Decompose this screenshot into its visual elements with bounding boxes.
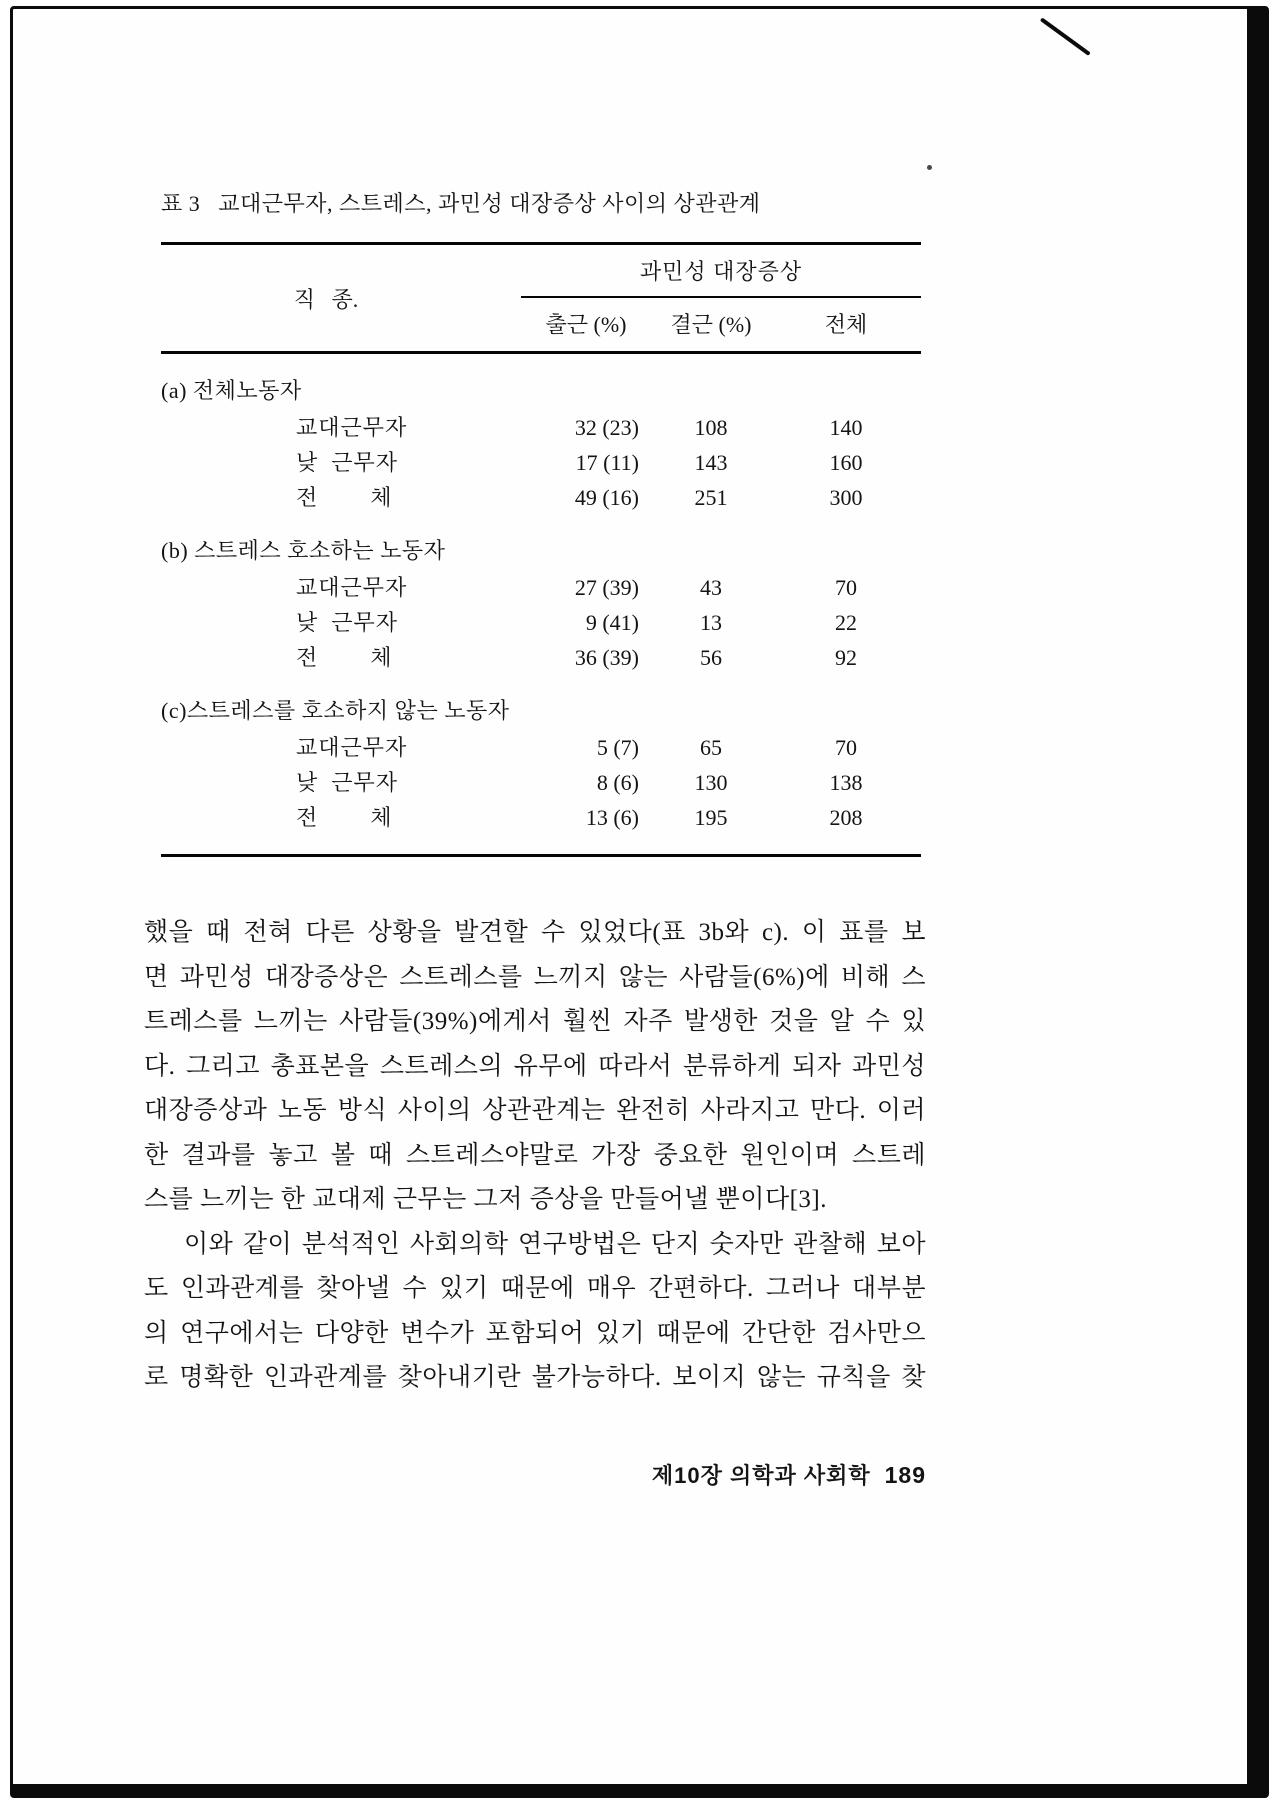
body-line: 면 과민성 대장증상은 스트레스를 느끼지 않는 사람들(6%)에 비해 스 bbox=[144, 963, 926, 991]
cell-total: 22 bbox=[835, 610, 857, 635]
table-row bbox=[161, 485, 921, 510]
row-label: 낮 근무자 bbox=[296, 770, 399, 795]
cell-total: 140 bbox=[829, 415, 863, 440]
section-b bbox=[161, 534, 921, 670]
table-row bbox=[161, 805, 921, 830]
page-content bbox=[144, 9, 926, 1490]
cell-attend: 17 (11) bbox=[575, 450, 639, 475]
table-row bbox=[161, 450, 921, 475]
body-line: 도 인과관계를 찾아낼 수 있기 때문에 매우 간편하다. 그러나 대부분 bbox=[144, 1275, 926, 1302]
body-line: 대장증상과 노동 방식 사이의 상관관계는 완전히 사라지고 만다. 이러 bbox=[144, 1097, 926, 1124]
section-a bbox=[161, 374, 921, 510]
cell-attend: 9 (41) bbox=[585, 610, 639, 635]
body-text bbox=[144, 911, 926, 1401]
scan-speck bbox=[927, 165, 932, 170]
section-title: (a) 전체노동자 bbox=[161, 378, 302, 403]
cell-absent: 143 bbox=[694, 450, 728, 475]
row-label: 교대근무자 bbox=[296, 415, 408, 440]
column-headers bbox=[521, 296, 921, 351]
cell-attend: 27 (39) bbox=[574, 575, 639, 600]
cell-absent: 13 bbox=[700, 610, 722, 635]
table-row bbox=[161, 735, 921, 760]
book-page bbox=[10, 6, 1269, 1798]
row-label: 낮 근무자 bbox=[296, 450, 399, 475]
cell-total: 138 bbox=[829, 770, 863, 795]
body-line: 로 명확한 인과관계를 찾아내기란 불가능하다. 보이지 않는 규칙을 찾 bbox=[144, 1364, 926, 1391]
row-label: 전 체 bbox=[296, 645, 393, 670]
table-row bbox=[161, 770, 921, 795]
section-title: (c)스트레스를 호소하지 않는 노동자 bbox=[161, 698, 510, 723]
cell-total: 70 bbox=[835, 735, 857, 760]
body-line: 스를 느끼는 한 교대제 근무는 그저 증상을 만들어낼 뿐이다[3]. bbox=[144, 1186, 828, 1213]
cell-attend: 13 (6) bbox=[585, 805, 639, 830]
cell-attend: 36 (39) bbox=[574, 645, 639, 670]
column-group bbox=[521, 245, 921, 351]
row-label: 교대근무자 bbox=[296, 575, 408, 600]
cell-absent: 108 bbox=[694, 415, 728, 440]
cell-attend: 8 (6) bbox=[596, 770, 639, 795]
cell-total: 300 bbox=[829, 485, 863, 510]
row-label: 전 체 bbox=[296, 485, 393, 510]
table-row bbox=[161, 645, 921, 670]
page-corner-fold bbox=[1040, 17, 1091, 56]
cell-absent: 195 bbox=[694, 805, 728, 830]
column-group-title: 과민성 대장증상 bbox=[639, 259, 803, 284]
body-line: 트레스를 느끼는 사람들(39%)에게서 훨씬 자주 발생한 것을 알 수 있 bbox=[144, 1008, 926, 1035]
page-footer bbox=[144, 1459, 926, 1490]
cell-attend: 5 (7) bbox=[596, 735, 639, 760]
cell-absent: 43 bbox=[700, 575, 722, 600]
table-caption: 표 3 교대근무자, 스트레스, 과민성 대장증상 사이의 상관관계 bbox=[161, 191, 761, 216]
body-line: 했을 때 전혀 다른 상황을 발견할 수 있었다(표 3b와 c). 이 표를 보 bbox=[144, 919, 926, 946]
table-row bbox=[161, 575, 921, 600]
cell-attend: 49 (16) bbox=[574, 485, 639, 510]
section-title: (b) 스트레스 호소하는 노동자 bbox=[161, 538, 446, 563]
cell-total: 160 bbox=[829, 450, 863, 475]
body-line: 다. 그리고 총표본을 스트레스의 유무에 따라서 분류하게 되자 과민성 bbox=[144, 1052, 926, 1080]
table-row bbox=[161, 415, 921, 440]
cell-absent: 251 bbox=[694, 485, 728, 510]
row-header-occupation: 직 종. bbox=[293, 286, 359, 312]
chapter-title: 제10장 의학과 사회학 bbox=[651, 1462, 871, 1488]
cell-absent: 65 bbox=[700, 735, 722, 760]
cell-total: 208 bbox=[829, 805, 863, 830]
cell-total: 70 bbox=[835, 575, 857, 600]
row-label: 낮 근무자 bbox=[296, 610, 399, 635]
cell-absent: 130 bbox=[694, 770, 728, 795]
page-number: 189 bbox=[884, 1461, 926, 1488]
section-c bbox=[161, 694, 921, 830]
col-header-attend: 출근 (%) bbox=[545, 312, 627, 337]
table-row bbox=[161, 610, 921, 635]
body-line: 의 연구에서는 다양한 변수가 포함되어 있기 때문에 간단한 검사만으 bbox=[144, 1319, 926, 1347]
cell-total: 92 bbox=[835, 645, 857, 670]
row-label: 교대근무자 bbox=[296, 735, 408, 760]
col-header-absent: 결근 (%) bbox=[670, 312, 752, 337]
cell-attend: 32 (23) bbox=[574, 415, 639, 440]
table-header bbox=[161, 245, 921, 354]
row-label: 전 체 bbox=[296, 805, 393, 830]
correlation-table bbox=[161, 242, 921, 857]
body-line: 한 결과를 놓고 볼 때 스트레스야말로 가장 중요한 원인이며 스트레 bbox=[144, 1141, 926, 1169]
cell-absent: 56 bbox=[700, 645, 722, 670]
col-header-total: 전체 bbox=[824, 312, 868, 337]
body-line: 이와 같이 분석적인 사회의학 연구방법은 단지 숫자만 관찰해 보아 bbox=[184, 1230, 926, 1258]
table-body bbox=[161, 354, 921, 854]
